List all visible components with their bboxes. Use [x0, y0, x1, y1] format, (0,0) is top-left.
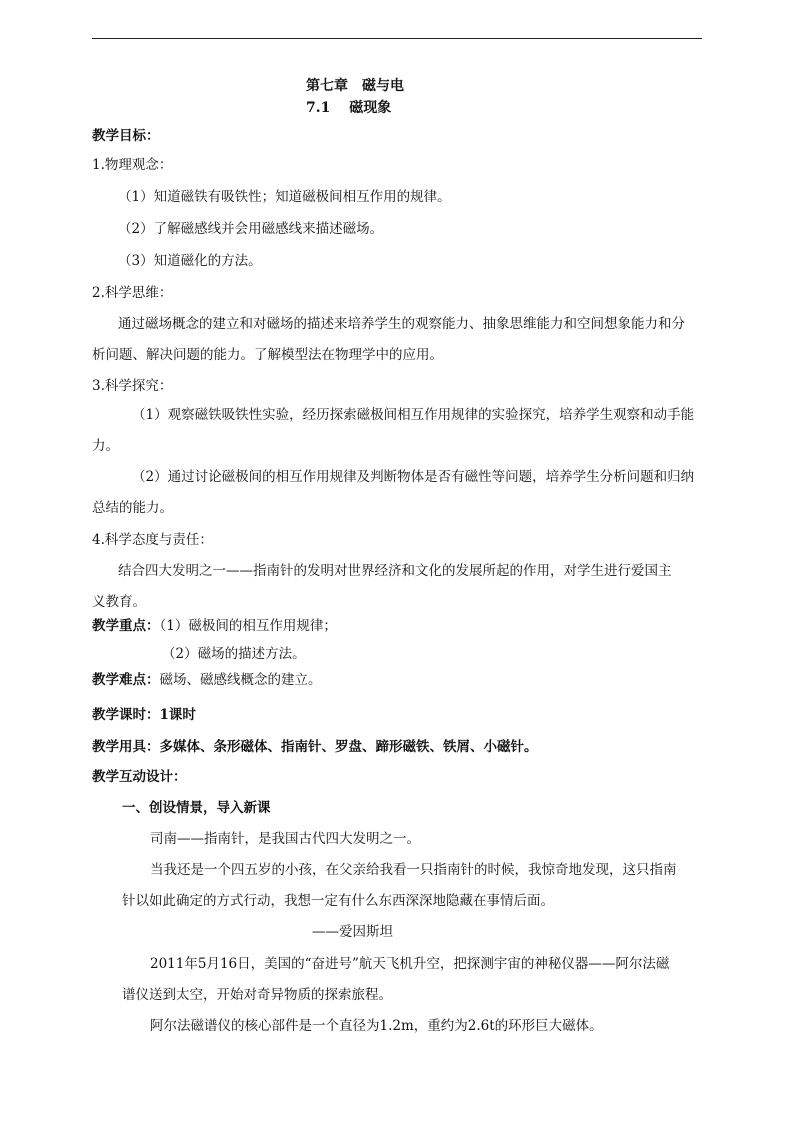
inquiry-item2-line2: 总结的能力。: [92, 500, 173, 516]
difficulty-label: 教学难点：: [92, 672, 160, 688]
key-point-2: （2）磁场的描述方法。: [162, 646, 306, 662]
intro-paragraph-4: 阿尔法磁谱仪的核心部件是一个直径为1.2m，重约为2.6t的环形巨大磁体。: [150, 1018, 603, 1034]
attitude-para-line1: 结合四大发明之一——指南针的发明对世界经济和文化的发展所起的作用，对学生进行爱国主: [118, 563, 672, 579]
concept-item-1: （1）知道磁铁有吸铁性；知道磁极间相互作用的规律。: [118, 189, 451, 205]
quote-attribution: ——爱因斯坦: [312, 924, 393, 940]
difficulty-row: [92, 671, 322, 689]
quote-line1: 当我还是一个四五岁的小孩，在父亲给我看一只指南针的时候，我惊奇地发现，这只指南: [150, 862, 677, 878]
inquiry-heading: 3.科学探究：: [92, 378, 173, 394]
teaching-tools: 教学用具：多媒体、条形磁体、指南针、罗盘、蹄形磁铁、铁屑、小磁针。: [92, 739, 538, 755]
inquiry-item1-line2: 力。: [92, 438, 119, 454]
intro-paragraph-3-line1: 2011年5月16日，美国的“奋进号”航天飞机升空，把探测宇宙的神秘仪器——阿尔法磁: [150, 956, 670, 972]
chapter-title: 第七章 磁与电: [306, 78, 404, 94]
intro-paragraph-3-line2: 谱仪送到太空，开始对奇异物质的探索旅程。: [122, 987, 392, 1003]
thinking-heading: 2.科学思维：: [92, 285, 173, 301]
inquiry-item1-line1: （1）观察磁铁吸铁性实验，经历探索磁极间相互作用规律的实验探究，培养学生观察和动手能: [132, 407, 695, 423]
concepts-heading: 1.物理观念：: [92, 157, 173, 173]
part1-heading: 一、创设情景，导入新课: [122, 800, 271, 816]
interaction-heading: 教学互动设计：: [92, 769, 187, 785]
objectives-heading: 教学目标：: [92, 128, 160, 144]
section-title: 7.1 磁现象: [306, 100, 392, 116]
thinking-para-line2: 析问题、解决问题的能力。了解模型法在物理学中的应用。: [92, 347, 443, 363]
concept-item-3: （3）知道磁化的方法。: [118, 253, 262, 269]
inquiry-item2-line1: （2）通过讨论磁极间的相互作用规律及判断物体是否有磁性等问题，培养学生分析问题和归纳: [132, 469, 695, 485]
quote-line2: 针以如此确定的方式行动，我想一定有什么东西深深地隐藏在事情后面。: [122, 893, 554, 909]
difficulty-text: 磁场、磁感线概念的建立。: [159, 672, 322, 688]
key-points-label: 教学重点：: [92, 618, 160, 634]
attitude-para-line2: 义教育。: [92, 594, 146, 610]
key-point-1: （1）磁极间的相互作用规律；: [159, 618, 337, 634]
key-points-row: [92, 617, 337, 635]
thinking-para-line1: 通过磁场概念的建立和对磁场的描述来培养学生的观察能力、抽象思维能力和空间想象能力和分: [118, 316, 685, 332]
teaching-hours: 教学课时：1课时: [92, 707, 196, 723]
intro-paragraph-1: 司南——指南针，是我国古代四大发明之一。: [150, 831, 420, 847]
attitude-heading: 4.科学态度与责任：: [92, 532, 213, 548]
header-rule: [92, 38, 702, 39]
concept-item-2: （2）了解磁感线并会用磁感线来描述磁场。: [118, 221, 384, 237]
